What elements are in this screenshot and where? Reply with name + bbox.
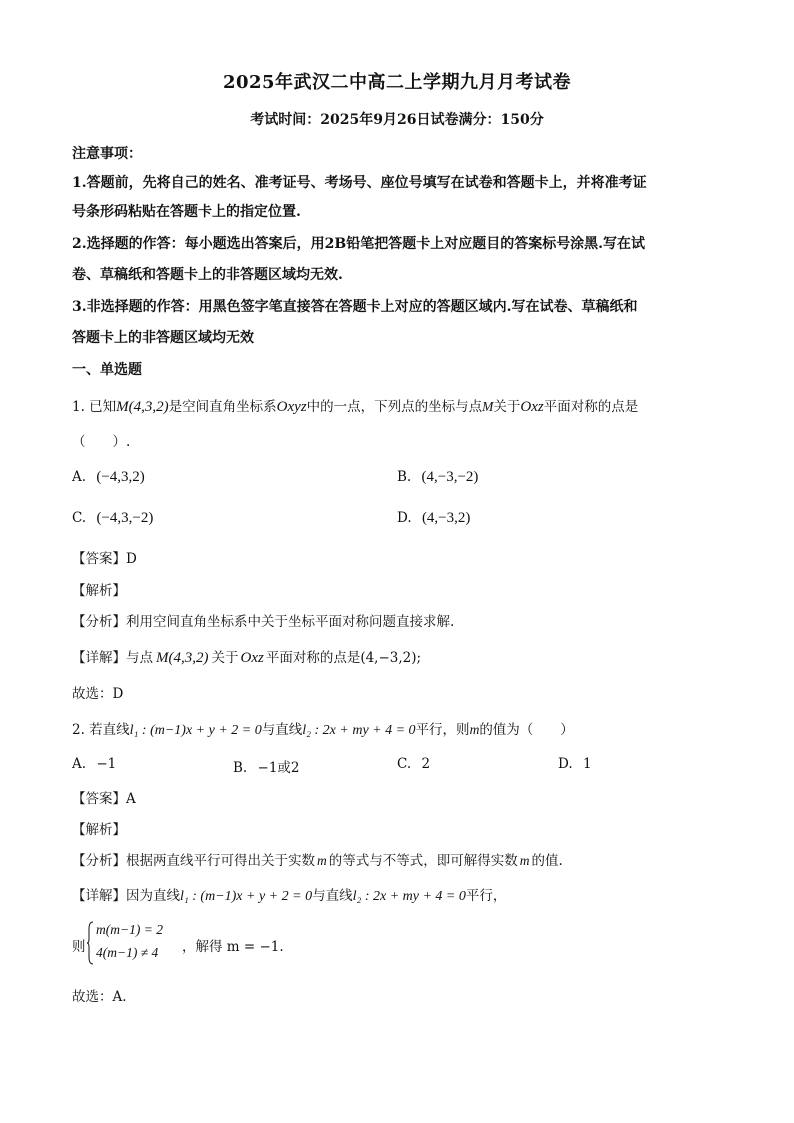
- fenxi-tag: 【分析】: [72, 853, 126, 869]
- q1-stem-part: 是空间直角坐标系: [168, 399, 277, 415]
- xiangjie-text: 关于: [211, 650, 239, 666]
- xiangjie-math: Oxz: [240, 650, 264, 666]
- q1-analysis-tag: 【解析】: [72, 583, 126, 599]
- q2-stem-part: 平行，则: [415, 722, 470, 738]
- q2-option-a: [72, 756, 116, 772]
- xiangjie-text: 与直线: [312, 888, 353, 904]
- option-label: C.: [72, 510, 87, 526]
- fenxi-math: m: [519, 853, 530, 868]
- q2-option-b: [233, 756, 300, 776]
- fenxi-text: 的值.: [531, 853, 563, 869]
- q1-option-a: [72, 469, 145, 486]
- q2-system-row-1: m(m−1) = 2: [96, 922, 163, 937]
- answer-tag: 【答案】: [72, 791, 126, 807]
- option-value: (4,−3,2): [421, 510, 471, 526]
- option-value: (−4,3,2): [96, 469, 145, 485]
- xiangjie-text: 平行，: [465, 888, 507, 904]
- q2-answer: [72, 787, 136, 807]
- option-label: C.: [397, 756, 412, 772]
- question-1-stem-line-2: （ ）.: [72, 434, 131, 450]
- q2-system-suffix: ，解得 m = −1.: [182, 939, 284, 955]
- option-label: A.: [72, 469, 87, 485]
- xiangjie-tag: 【详解】: [72, 650, 126, 666]
- option-value: −1或2: [257, 760, 300, 776]
- option-label: B.: [233, 760, 248, 776]
- xiangjie-math: l₁ : (m−1)x + y + 2 = 0: [180, 889, 313, 904]
- q1-option-b: [397, 469, 478, 486]
- notice-item-1-line-2: 号条形码粘贴在答题卡上的指定位置.: [72, 204, 301, 220]
- brace-icon: [87, 921, 93, 965]
- q1-stem-part: 关于: [493, 399, 521, 415]
- q2-conclusion: 故选：A.: [72, 989, 127, 1005]
- notice-item-1-line-1: 1.答题前，先将自己的姓名、准考证号、考场号、座位号填写在试卷和答题卡上，并将准考证: [72, 175, 647, 191]
- q1-stem-part: 中的一点，下列点的坐标与点: [306, 399, 483, 415]
- q1-math-system: Oxyz: [276, 399, 307, 415]
- fenxi-text: 根据两直线平行可得出关于实数: [126, 853, 315, 869]
- answer-value: A: [126, 791, 136, 807]
- option-label: B.: [397, 469, 412, 485]
- xiangjie-tag: 【详解】: [72, 888, 126, 904]
- q1-stem-part: 平面对称的点是: [543, 399, 639, 415]
- q2-system-row-2: 4(m−1) ≠ 4: [96, 945, 159, 960]
- option-value: (−4,3,−2): [96, 510, 154, 526]
- notice-heading: 注意事项：: [72, 146, 142, 162]
- xiangjie-math: M(4,3,2): [156, 650, 209, 666]
- answer-value: D: [126, 551, 137, 567]
- q1-option-d: [397, 510, 470, 527]
- q2-option-d: [558, 756, 592, 772]
- xiangjie-math: l₂ : 2x + my + 4 = 0: [352, 889, 466, 904]
- q1-math-m: M: [482, 399, 494, 414]
- q1-stem-part: 1. 已知: [72, 399, 117, 415]
- q2-math-line2: l₂ : 2x + my + 4 = 0: [302, 723, 416, 738]
- q1-math-plane: Oxz: [520, 399, 544, 415]
- q1-option-c: [72, 510, 153, 527]
- q2-stem-part: 与直线: [261, 722, 303, 738]
- option-value: 1: [582, 756, 592, 772]
- q2-option-c: [397, 756, 430, 772]
- q2-system-prefix: 则: [72, 939, 86, 955]
- option-value: (4,−3,−2): [421, 469, 479, 485]
- q1-conclusion: 故选：D: [72, 686, 124, 702]
- exam-subtitle: 考试时间：2025年9月26日试卷满分：150分: [250, 112, 544, 128]
- fenxi-text: 的等式与不等式，即可解得实数: [328, 853, 518, 869]
- xiangjie-text: 平面对称的点是(4,−3,2);: [265, 650, 422, 666]
- q2-stem-part: 的值为（ ）: [479, 722, 574, 738]
- option-value: −1: [96, 756, 117, 772]
- q2-xiangjie: [72, 884, 506, 905]
- fenxi-tag: 【分析】: [72, 614, 126, 630]
- section-heading: 一、单选题: [72, 362, 142, 378]
- q2-fenxi: [72, 849, 563, 869]
- fenxi-text: 利用空间直角坐标系中关于坐标平面对称问题直接求解.: [126, 614, 455, 630]
- question-1-stem: [72, 395, 638, 416]
- xiangjie-text: 与点: [126, 650, 153, 666]
- option-label: D.: [558, 756, 573, 772]
- q2-analysis-tag: 【解析】: [72, 822, 126, 838]
- option-label: D.: [397, 510, 412, 526]
- option-value: 2: [421, 756, 431, 772]
- notice-item-2-line-1: 2.选择题的作答：每小题选出答案后，用2B铅笔把答题卡上对应题目的答案标号涂黑.写在试: [72, 236, 646, 252]
- notice-item-3-line-2: 答题卡上的非答题区域均无效: [72, 330, 254, 346]
- q2-math-line1: l₁ : (m−1)x + y + 2 = 0: [129, 723, 262, 738]
- q1-xiangjie: [72, 646, 421, 667]
- q2-math-m: m: [469, 722, 480, 737]
- notice-item-3-line-1: 3.非选择题的作答：用黑色签字笔直接答在答题卡上对应的答题区域内.写在试卷、草稿纸和: [72, 299, 638, 315]
- xiangjie-text: 因为直线: [126, 888, 180, 904]
- answer-tag: 【答案】: [72, 551, 126, 567]
- q1-answer: [72, 547, 137, 567]
- fenxi-math: m: [317, 853, 327, 868]
- option-label: A.: [72, 756, 87, 772]
- q1-fenxi: [72, 610, 454, 630]
- question-2-stem: [72, 718, 574, 739]
- exam-title: 2025年武汉二中高二上学期九月月考试卷: [222, 72, 572, 93]
- q2-stem-part: 2. 若直线: [72, 722, 130, 738]
- q1-math-point: M(4,3,2): [116, 399, 169, 415]
- notice-item-2-line-2: 卷、草稿纸和答题卡上的非答题区域均无效.: [72, 267, 343, 283]
